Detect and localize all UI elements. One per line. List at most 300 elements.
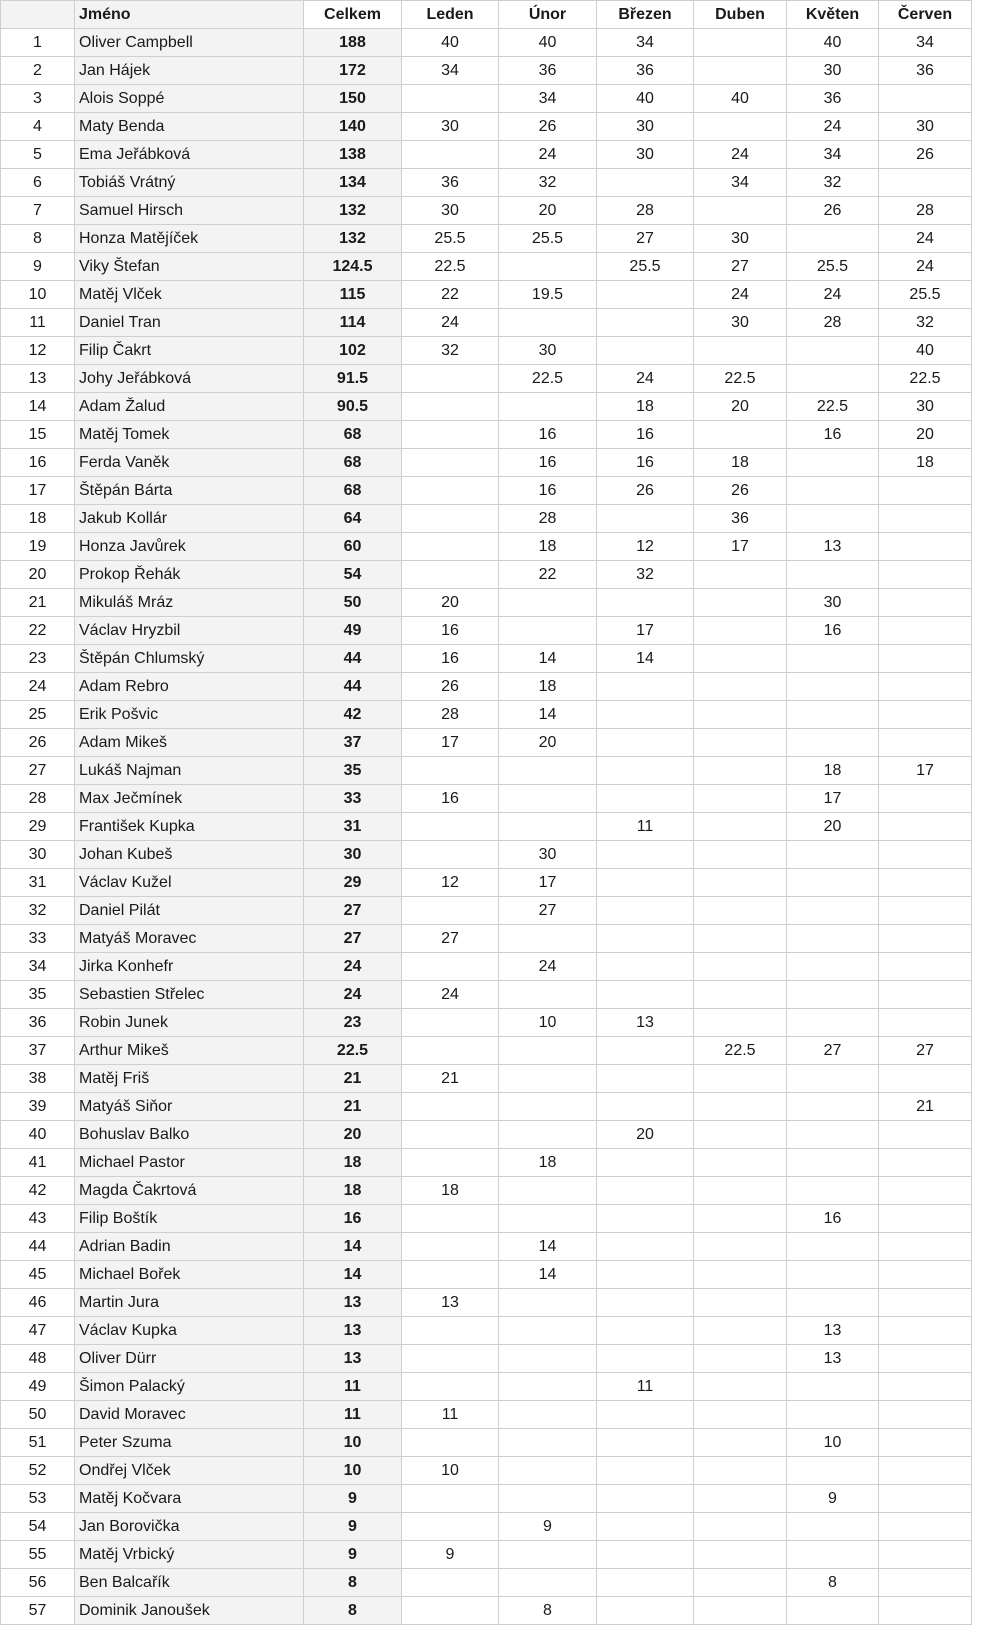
total-cell[interactable]: 90.5 — [304, 393, 402, 421]
month-4-cell[interactable] — [694, 1065, 787, 1093]
month-1-cell[interactable]: 40 — [402, 29, 499, 57]
total-cell[interactable]: 31 — [304, 813, 402, 841]
rank-cell[interactable]: 5 — [1, 141, 75, 169]
total-cell[interactable]: 49 — [304, 617, 402, 645]
month-5-cell[interactable] — [787, 841, 879, 869]
month-1-cell[interactable]: 21 — [402, 1065, 499, 1093]
month-2-cell[interactable]: 8 — [499, 1597, 597, 1625]
name-cell[interactable]: Adam Mikeš — [75, 729, 304, 757]
month-5-cell[interactable] — [787, 225, 879, 253]
month-5-cell[interactable] — [787, 449, 879, 477]
total-cell[interactable]: 42 — [304, 701, 402, 729]
rank-cell[interactable]: 8 — [1, 225, 75, 253]
month-5-cell[interactable] — [787, 1541, 879, 1569]
month-4-cell[interactable] — [694, 197, 787, 225]
month-3-cell[interactable]: 11 — [597, 1373, 694, 1401]
month-4-cell[interactable] — [694, 1317, 787, 1345]
month-2-cell[interactable]: 18 — [499, 673, 597, 701]
month-4-cell[interactable] — [694, 981, 787, 1009]
month-1-cell[interactable]: 24 — [402, 309, 499, 337]
month-6-cell[interactable] — [879, 785, 972, 813]
month-2-cell[interactable] — [499, 1373, 597, 1401]
name-cell[interactable]: Johy Jeřábková — [75, 365, 304, 393]
month-6-cell[interactable] — [879, 477, 972, 505]
month-3-cell[interactable]: 11 — [597, 813, 694, 841]
month-6-cell[interactable] — [879, 869, 972, 897]
month-4-cell[interactable] — [694, 1121, 787, 1149]
month-2-cell[interactable] — [499, 1177, 597, 1205]
month-4-cell[interactable] — [694, 1289, 787, 1317]
month-4-cell[interactable] — [694, 1429, 787, 1457]
rank-cell[interactable]: 51 — [1, 1429, 75, 1457]
name-cell[interactable]: Adam Žalud — [75, 393, 304, 421]
month-1-cell[interactable] — [402, 365, 499, 393]
month-3-cell[interactable] — [597, 1457, 694, 1485]
name-cell[interactable]: Adam Rebro — [75, 673, 304, 701]
month-4-cell[interactable] — [694, 1093, 787, 1121]
total-cell[interactable]: 27 — [304, 925, 402, 953]
month-1-cell[interactable]: 22.5 — [402, 253, 499, 281]
month-4-cell[interactable] — [694, 1457, 787, 1485]
month-5-cell[interactable] — [787, 561, 879, 589]
rank-cell[interactable]: 36 — [1, 1009, 75, 1037]
rank-cell[interactable]: 31 — [1, 869, 75, 897]
month-1-cell[interactable] — [402, 561, 499, 589]
rank-cell[interactable]: 54 — [1, 1513, 75, 1541]
total-cell[interactable]: 114 — [304, 309, 402, 337]
month-2-cell[interactable] — [499, 253, 597, 281]
month-6-cell[interactable] — [879, 813, 972, 841]
total-cell[interactable]: 102 — [304, 337, 402, 365]
month-6-cell[interactable] — [879, 1233, 972, 1261]
month-5-cell[interactable]: 9 — [787, 1485, 879, 1513]
rank-cell[interactable]: 26 — [1, 729, 75, 757]
month-3-cell[interactable]: 28 — [597, 197, 694, 225]
month-5-cell[interactable] — [787, 1065, 879, 1093]
rank-cell[interactable]: 17 — [1, 477, 75, 505]
month-3-cell[interactable] — [597, 1513, 694, 1541]
total-cell[interactable]: 68 — [304, 449, 402, 477]
month-2-cell[interactable] — [499, 785, 597, 813]
name-cell[interactable]: Matěj Kočvara — [75, 1485, 304, 1513]
month-1-cell[interactable] — [402, 1429, 499, 1457]
month-2-cell[interactable]: 26 — [499, 113, 597, 141]
month-4-cell[interactable]: 30 — [694, 225, 787, 253]
month-1-cell[interactable] — [402, 449, 499, 477]
rank-cell[interactable]: 43 — [1, 1205, 75, 1233]
month-3-cell[interactable] — [597, 1149, 694, 1177]
name-cell[interactable]: Mikuláš Mráz — [75, 589, 304, 617]
month-2-cell[interactable] — [499, 1093, 597, 1121]
month-1-cell[interactable] — [402, 533, 499, 561]
rank-cell[interactable]: 46 — [1, 1289, 75, 1317]
month-3-cell[interactable] — [597, 981, 694, 1009]
month-1-cell[interactable] — [402, 1121, 499, 1149]
month-2-cell[interactable]: 14 — [499, 645, 597, 673]
month-3-cell[interactable]: 40 — [597, 85, 694, 113]
month-2-cell[interactable]: 25.5 — [499, 225, 597, 253]
rank-cell[interactable]: 41 — [1, 1149, 75, 1177]
rank-cell[interactable]: 6 — [1, 169, 75, 197]
month-6-cell[interactable] — [879, 1597, 972, 1625]
name-cell[interactable]: Michael Pastor — [75, 1149, 304, 1177]
month-1-cell[interactable]: 10 — [402, 1457, 499, 1485]
header-month-4[interactable]: Duben — [694, 1, 787, 29]
month-6-cell[interactable]: 27 — [879, 1037, 972, 1065]
month-6-cell[interactable] — [879, 701, 972, 729]
total-cell[interactable]: 115 — [304, 281, 402, 309]
month-1-cell[interactable]: 9 — [402, 1541, 499, 1569]
total-cell[interactable]: 14 — [304, 1233, 402, 1261]
month-6-cell[interactable] — [879, 1401, 972, 1429]
rank-cell[interactable]: 3 — [1, 85, 75, 113]
month-2-cell[interactable] — [499, 925, 597, 953]
name-cell[interactable]: Václav Kupka — [75, 1317, 304, 1345]
month-2-cell[interactable]: 16 — [499, 477, 597, 505]
month-5-cell[interactable] — [787, 673, 879, 701]
month-2-cell[interactable]: 36 — [499, 57, 597, 85]
month-3-cell[interactable] — [597, 729, 694, 757]
month-6-cell[interactable]: 36 — [879, 57, 972, 85]
month-5-cell[interactable] — [787, 337, 879, 365]
rank-cell[interactable]: 20 — [1, 561, 75, 589]
name-cell[interactable]: Jirka Konhefr — [75, 953, 304, 981]
month-6-cell[interactable] — [879, 1541, 972, 1569]
month-2-cell[interactable] — [499, 309, 597, 337]
month-1-cell[interactable] — [402, 1149, 499, 1177]
month-3-cell[interactable]: 32 — [597, 561, 694, 589]
total-cell[interactable]: 9 — [304, 1485, 402, 1513]
month-4-cell[interactable]: 22.5 — [694, 1037, 787, 1065]
name-cell[interactable]: Jan Hájek — [75, 57, 304, 85]
month-2-cell[interactable] — [499, 1429, 597, 1457]
total-cell[interactable]: 68 — [304, 477, 402, 505]
month-2-cell[interactable]: 40 — [499, 29, 597, 57]
month-1-cell[interactable] — [402, 897, 499, 925]
total-cell[interactable]: 50 — [304, 589, 402, 617]
month-6-cell[interactable] — [879, 1457, 972, 1485]
rank-cell[interactable]: 2 — [1, 57, 75, 85]
month-3-cell[interactable] — [597, 337, 694, 365]
rank-cell[interactable]: 25 — [1, 701, 75, 729]
name-cell[interactable]: Oliver Campbell — [75, 29, 304, 57]
month-3-cell[interactable] — [597, 925, 694, 953]
name-cell[interactable]: Oliver Dürr — [75, 1345, 304, 1373]
rank-cell[interactable]: 38 — [1, 1065, 75, 1093]
name-cell[interactable]: Samuel Hirsch — [75, 197, 304, 225]
month-4-cell[interactable] — [694, 785, 787, 813]
total-cell[interactable]: 22.5 — [304, 1037, 402, 1065]
month-2-cell[interactable] — [499, 589, 597, 617]
month-1-cell[interactable] — [402, 1345, 499, 1373]
month-3-cell[interactable] — [597, 1317, 694, 1345]
name-cell[interactable]: Viky Štefan — [75, 253, 304, 281]
month-2-cell[interactable] — [499, 813, 597, 841]
total-cell[interactable]: 68 — [304, 421, 402, 449]
month-2-cell[interactable] — [499, 981, 597, 1009]
name-cell[interactable]: Matěj Vrbický — [75, 1541, 304, 1569]
name-cell[interactable]: David Moravec — [75, 1401, 304, 1429]
month-6-cell[interactable]: 30 — [879, 393, 972, 421]
month-3-cell[interactable] — [597, 1177, 694, 1205]
month-2-cell[interactable] — [499, 1569, 597, 1597]
month-6-cell[interactable] — [879, 673, 972, 701]
total-cell[interactable]: 23 — [304, 1009, 402, 1037]
month-4-cell[interactable] — [694, 1513, 787, 1541]
month-6-cell[interactable] — [879, 645, 972, 673]
month-4-cell[interactable] — [694, 1597, 787, 1625]
month-1-cell[interactable] — [402, 1205, 499, 1233]
rank-cell[interactable]: 12 — [1, 337, 75, 365]
month-3-cell[interactable] — [597, 1261, 694, 1289]
month-4-cell[interactable] — [694, 1261, 787, 1289]
rank-cell[interactable]: 14 — [1, 393, 75, 421]
month-2-cell[interactable] — [499, 1037, 597, 1065]
month-2-cell[interactable]: 27 — [499, 897, 597, 925]
month-4-cell[interactable]: 36 — [694, 505, 787, 533]
month-1-cell[interactable] — [402, 757, 499, 785]
total-cell[interactable]: 21 — [304, 1093, 402, 1121]
total-cell[interactable]: 124.5 — [304, 253, 402, 281]
month-4-cell[interactable] — [694, 617, 787, 645]
month-3-cell[interactable]: 26 — [597, 477, 694, 505]
month-5-cell[interactable]: 16 — [787, 1205, 879, 1233]
month-3-cell[interactable] — [597, 1205, 694, 1233]
total-cell[interactable]: 150 — [304, 85, 402, 113]
month-5-cell[interactable] — [787, 1093, 879, 1121]
month-4-cell[interactable] — [694, 813, 787, 841]
month-2-cell[interactable] — [499, 1457, 597, 1485]
month-4-cell[interactable] — [694, 561, 787, 589]
month-1-cell[interactable] — [402, 477, 499, 505]
month-3-cell[interactable]: 27 — [597, 225, 694, 253]
name-cell[interactable]: Filip Čakrt — [75, 337, 304, 365]
rank-cell[interactable]: 47 — [1, 1317, 75, 1345]
month-6-cell[interactable] — [879, 561, 972, 589]
month-6-cell[interactable]: 24 — [879, 225, 972, 253]
month-6-cell[interactable] — [879, 1261, 972, 1289]
month-3-cell[interactable] — [597, 309, 694, 337]
total-cell[interactable]: 91.5 — [304, 365, 402, 393]
total-cell[interactable]: 21 — [304, 1065, 402, 1093]
month-5-cell[interactable]: 13 — [787, 1317, 879, 1345]
month-3-cell[interactable] — [597, 1569, 694, 1597]
total-cell[interactable]: 24 — [304, 981, 402, 1009]
month-3-cell[interactable] — [597, 953, 694, 981]
month-5-cell[interactable] — [787, 505, 879, 533]
month-1-cell[interactable]: 11 — [402, 1401, 499, 1429]
name-cell[interactable]: Honza Javůrek — [75, 533, 304, 561]
rank-cell[interactable]: 50 — [1, 1401, 75, 1429]
name-cell[interactable]: Bohuslav Balko — [75, 1121, 304, 1149]
month-3-cell[interactable] — [597, 1289, 694, 1317]
name-cell[interactable]: Michael Bořek — [75, 1261, 304, 1289]
name-cell[interactable]: Robin Junek — [75, 1009, 304, 1037]
month-5-cell[interactable] — [787, 1149, 879, 1177]
month-3-cell[interactable]: 30 — [597, 141, 694, 169]
rank-cell[interactable]: 28 — [1, 785, 75, 813]
rank-cell[interactable]: 52 — [1, 1457, 75, 1485]
month-1-cell[interactable]: 28 — [402, 701, 499, 729]
name-cell[interactable]: Matyáš Moravec — [75, 925, 304, 953]
header-month-6[interactable]: Červen — [879, 1, 972, 29]
month-5-cell[interactable]: 22.5 — [787, 393, 879, 421]
total-cell[interactable]: 60 — [304, 533, 402, 561]
month-6-cell[interactable]: 24 — [879, 253, 972, 281]
month-3-cell[interactable] — [597, 1485, 694, 1513]
month-5-cell[interactable] — [787, 477, 879, 505]
month-6-cell[interactable] — [879, 1373, 972, 1401]
month-2-cell[interactable] — [499, 1345, 597, 1373]
month-2-cell[interactable] — [499, 1541, 597, 1569]
month-3-cell[interactable]: 18 — [597, 393, 694, 421]
month-2-cell[interactable]: 24 — [499, 141, 597, 169]
total-cell[interactable]: 132 — [304, 197, 402, 225]
month-6-cell[interactable]: 18 — [879, 449, 972, 477]
total-cell[interactable]: 44 — [304, 645, 402, 673]
total-cell[interactable]: 37 — [304, 729, 402, 757]
rank-cell[interactable]: 27 — [1, 757, 75, 785]
month-2-cell[interactable] — [499, 1121, 597, 1149]
month-5-cell[interactable]: 10 — [787, 1429, 879, 1457]
rank-cell[interactable]: 33 — [1, 925, 75, 953]
month-1-cell[interactable]: 24 — [402, 981, 499, 1009]
month-3-cell[interactable] — [597, 785, 694, 813]
month-6-cell[interactable]: 21 — [879, 1093, 972, 1121]
name-cell[interactable]: Tobiáš Vrátný — [75, 169, 304, 197]
month-3-cell[interactable]: 14 — [597, 645, 694, 673]
month-1-cell[interactable]: 16 — [402, 617, 499, 645]
month-1-cell[interactable] — [402, 1485, 499, 1513]
month-1-cell[interactable]: 22 — [402, 281, 499, 309]
month-4-cell[interactable]: 40 — [694, 85, 787, 113]
month-4-cell[interactable] — [694, 29, 787, 57]
total-cell[interactable]: 29 — [304, 869, 402, 897]
month-3-cell[interactable] — [597, 505, 694, 533]
month-2-cell[interactable]: 19.5 — [499, 281, 597, 309]
month-2-cell[interactable]: 18 — [499, 533, 597, 561]
month-6-cell[interactable]: 34 — [879, 29, 972, 57]
month-5-cell[interactable]: 30 — [787, 589, 879, 617]
month-3-cell[interactable] — [597, 1233, 694, 1261]
name-cell[interactable]: Sebastien Střelec — [75, 981, 304, 1009]
month-2-cell[interactable]: 30 — [499, 337, 597, 365]
rank-cell[interactable]: 45 — [1, 1261, 75, 1289]
month-2-cell[interactable]: 16 — [499, 421, 597, 449]
month-5-cell[interactable] — [787, 1121, 879, 1149]
month-5-cell[interactable] — [787, 1261, 879, 1289]
month-6-cell[interactable] — [879, 1177, 972, 1205]
month-6-cell[interactable] — [879, 1121, 972, 1149]
month-1-cell[interactable] — [402, 1373, 499, 1401]
rank-cell[interactable]: 56 — [1, 1569, 75, 1597]
total-cell[interactable]: 24 — [304, 953, 402, 981]
month-1-cell[interactable]: 16 — [402, 645, 499, 673]
total-cell[interactable]: 44 — [304, 673, 402, 701]
name-cell[interactable]: Ferda Vaněk — [75, 449, 304, 477]
total-cell[interactable]: 9 — [304, 1541, 402, 1569]
month-6-cell[interactable] — [879, 729, 972, 757]
month-5-cell[interactable]: 40 — [787, 29, 879, 57]
month-3-cell[interactable]: 20 — [597, 1121, 694, 1149]
rank-cell[interactable]: 19 — [1, 533, 75, 561]
total-cell[interactable]: 10 — [304, 1457, 402, 1485]
month-2-cell[interactable]: 20 — [499, 197, 597, 225]
total-cell[interactable]: 54 — [304, 561, 402, 589]
total-cell[interactable]: 132 — [304, 225, 402, 253]
total-cell[interactable]: 18 — [304, 1149, 402, 1177]
rank-cell[interactable]: 34 — [1, 953, 75, 981]
month-5-cell[interactable] — [787, 953, 879, 981]
month-5-cell[interactable]: 16 — [787, 617, 879, 645]
month-2-cell[interactable]: 20 — [499, 729, 597, 757]
name-cell[interactable]: Alois Soppé — [75, 85, 304, 113]
month-6-cell[interactable] — [879, 981, 972, 1009]
month-2-cell[interactable] — [499, 757, 597, 785]
month-6-cell[interactable]: 17 — [879, 757, 972, 785]
month-2-cell[interactable]: 10 — [499, 1009, 597, 1037]
name-cell[interactable]: Daniel Pilát — [75, 897, 304, 925]
month-6-cell[interactable] — [879, 1345, 972, 1373]
name-cell[interactable]: Ondřej Vlček — [75, 1457, 304, 1485]
name-cell[interactable]: Max Ječmínek — [75, 785, 304, 813]
month-4-cell[interactable] — [694, 337, 787, 365]
month-3-cell[interactable] — [597, 701, 694, 729]
total-cell[interactable]: 11 — [304, 1401, 402, 1429]
month-3-cell[interactable]: 12 — [597, 533, 694, 561]
month-4-cell[interactable]: 22.5 — [694, 365, 787, 393]
month-5-cell[interactable]: 20 — [787, 813, 879, 841]
rank-cell[interactable]: 40 — [1, 1121, 75, 1149]
month-1-cell[interactable] — [402, 85, 499, 113]
month-3-cell[interactable] — [597, 869, 694, 897]
header-total[interactable]: Celkem — [304, 1, 402, 29]
month-5-cell[interactable] — [787, 925, 879, 953]
month-3-cell[interactable] — [597, 1093, 694, 1121]
rank-cell[interactable]: 49 — [1, 1373, 75, 1401]
total-cell[interactable]: 35 — [304, 757, 402, 785]
month-4-cell[interactable] — [694, 841, 787, 869]
month-2-cell[interactable] — [499, 1205, 597, 1233]
total-cell[interactable]: 172 — [304, 57, 402, 85]
month-6-cell[interactable] — [879, 505, 972, 533]
month-1-cell[interactable] — [402, 141, 499, 169]
total-cell[interactable]: 18 — [304, 1177, 402, 1205]
month-5-cell[interactable] — [787, 729, 879, 757]
total-cell[interactable]: 9 — [304, 1513, 402, 1541]
rank-cell[interactable]: 39 — [1, 1093, 75, 1121]
month-6-cell[interactable] — [879, 1513, 972, 1541]
month-1-cell[interactable]: 16 — [402, 785, 499, 813]
month-4-cell[interactable] — [694, 729, 787, 757]
month-4-cell[interactable] — [694, 1373, 787, 1401]
month-1-cell[interactable] — [402, 393, 499, 421]
month-1-cell[interactable]: 18 — [402, 1177, 499, 1205]
month-4-cell[interactable]: 26 — [694, 477, 787, 505]
month-1-cell[interactable] — [402, 1569, 499, 1597]
month-5-cell[interactable] — [787, 1401, 879, 1429]
month-1-cell[interactable]: 30 — [402, 197, 499, 225]
month-5-cell[interactable]: 25.5 — [787, 253, 879, 281]
month-5-cell[interactable]: 24 — [787, 281, 879, 309]
month-2-cell[interactable]: 30 — [499, 841, 597, 869]
month-3-cell[interactable] — [597, 169, 694, 197]
name-cell[interactable]: Ben Balcařík — [75, 1569, 304, 1597]
month-3-cell[interactable]: 17 — [597, 617, 694, 645]
month-1-cell[interactable] — [402, 421, 499, 449]
name-cell[interactable]: Jakub Kollár — [75, 505, 304, 533]
month-6-cell[interactable] — [879, 1569, 972, 1597]
